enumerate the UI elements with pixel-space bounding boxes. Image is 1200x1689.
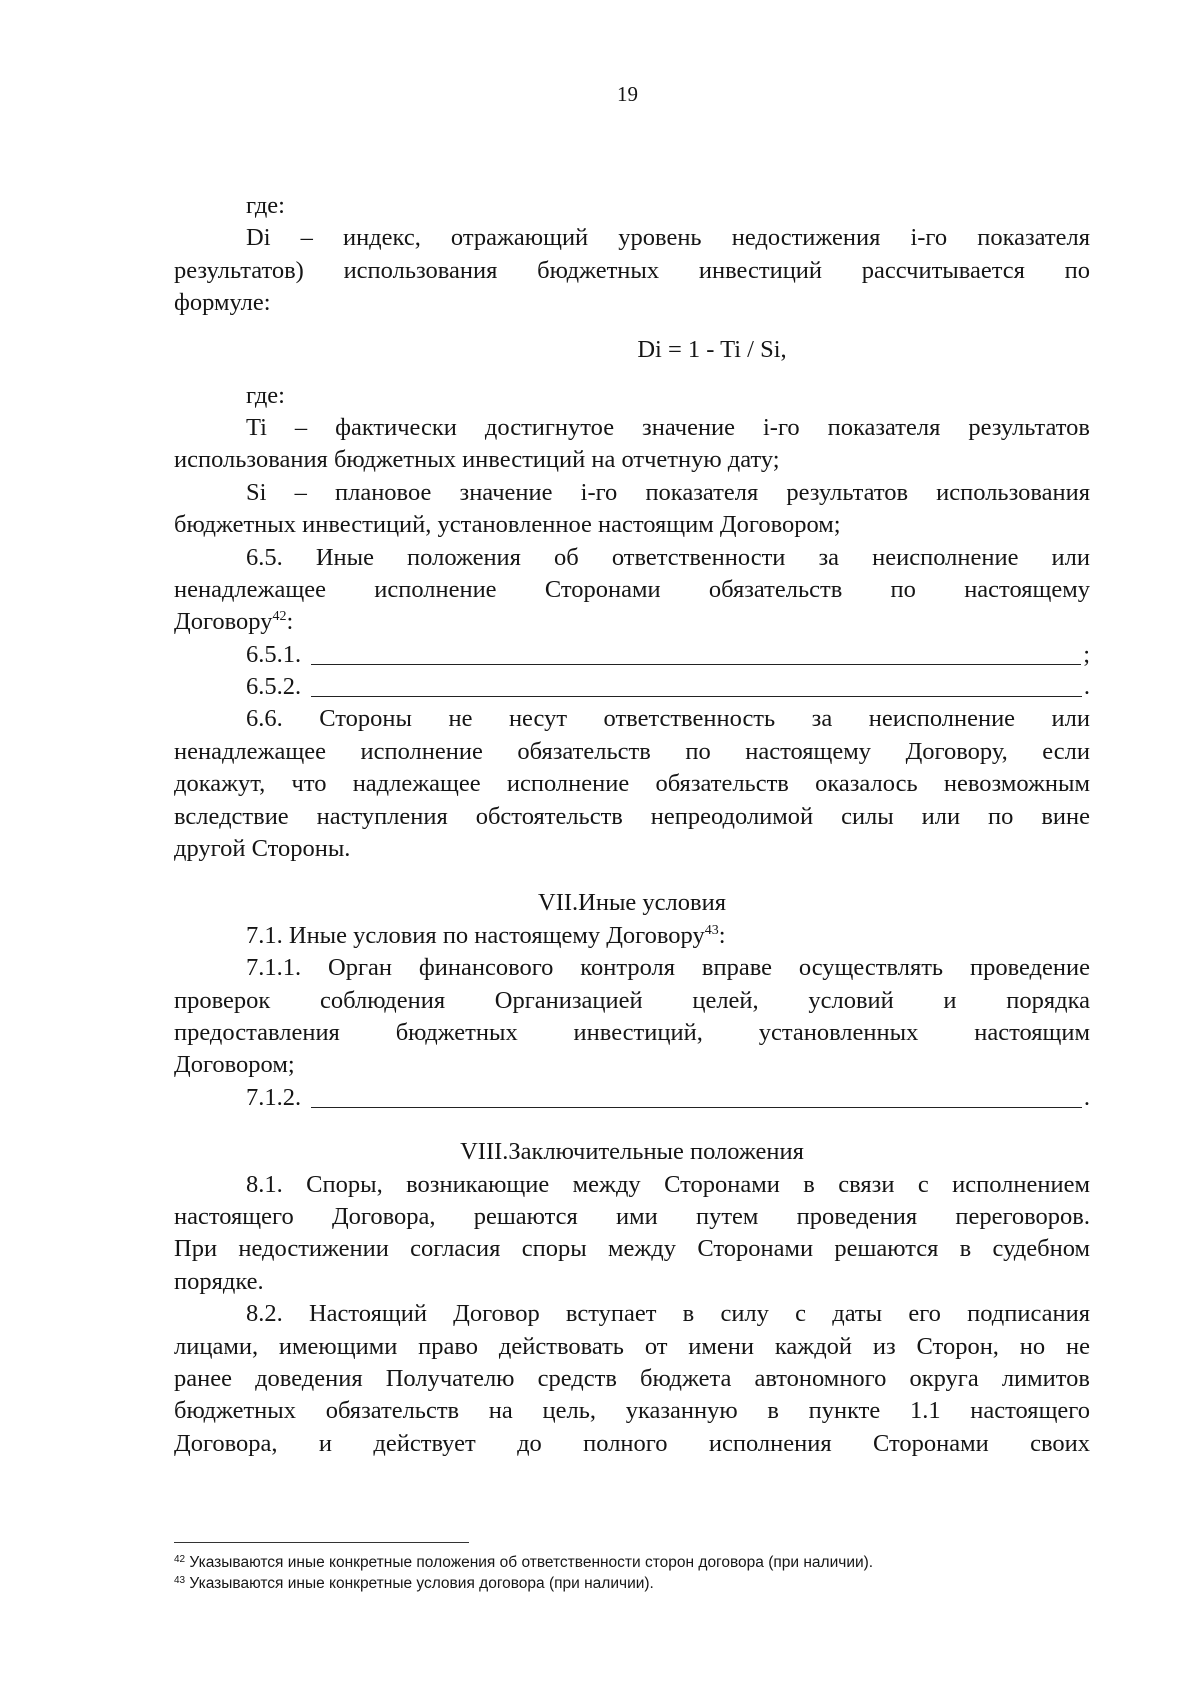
clause-7-1-1-line: Договором; xyxy=(174,1051,295,1079)
clause-6-6-line: 6.6. Стороны не несут ответственность за неисполнение или xyxy=(246,705,1090,733)
clause-6-6-line: докажут, что надлежащее исполнение обязательств оказалось невозможным xyxy=(174,770,1090,798)
where-label: где: xyxy=(246,381,285,409)
footnote-ref-42: 42 xyxy=(272,609,287,625)
clause-8-1-line: При недостижении согласия споры между Сторонами решаются в судебном xyxy=(174,1235,1090,1263)
clause-6-5-tail: : xyxy=(286,608,294,636)
ti-definition-line: Ti – фактически достигнутое значение i-го показателя результатов xyxy=(246,413,1090,441)
footnote-number: 42 xyxy=(174,1554,186,1565)
section-8-title: VIII.Заключительные положения xyxy=(460,1138,804,1166)
footnote-42 xyxy=(174,1552,1090,1573)
clause-8-2-line: лицами, имеющими право действовать от имени каждой из Сторон, но не xyxy=(174,1332,1090,1360)
footnote-text: Указываются иные конкретные положения об ответственности сторон договора (при наличии). xyxy=(185,1554,874,1571)
clause-6-5-text: Договору xyxy=(174,608,273,636)
where-label: где: xyxy=(246,192,285,219)
clause-7-1 xyxy=(174,920,1090,952)
clause-number: 6.5.2. xyxy=(246,673,302,701)
section-7-title: VII.Иные условия xyxy=(538,889,726,917)
di-definition-line: Di – индекс, отражающий уровень недостижения i-го показателя xyxy=(246,224,1090,252)
clause-6-5-line: 6.5. Иные положения об ответственности за неисполнение или xyxy=(246,543,1090,571)
clause-7-1-1-line: проверок соблюдения Организацией целей, условий и порядка xyxy=(174,986,1090,1014)
clause-6-5-2 xyxy=(174,671,1090,703)
footnote-43 xyxy=(174,1573,1090,1594)
body-text xyxy=(174,190,1090,1460)
fill-in-blank-line xyxy=(311,674,1082,697)
clause-number: 7.1.2. xyxy=(246,1083,302,1111)
footnote-ref-43: 43 xyxy=(704,922,719,938)
formula: Di = 1 - Ti / Si, xyxy=(637,335,787,363)
clause-6-5-1 xyxy=(174,639,1090,671)
clause-8-2-line: бюджетных обязательств на цель, указанную в пункте 1.1 настоящего xyxy=(174,1397,1090,1425)
page-number: 19 xyxy=(617,82,638,106)
clause-6-6-line: другой Стороны. xyxy=(174,835,351,863)
footnote-text: Указываются иные конкретные условия договора (при наличии). xyxy=(185,1575,654,1592)
di-definition-line: результатов) использования бюджетных инвестиций рассчитывается по xyxy=(174,256,1090,284)
clause-7-1-2 xyxy=(174,1082,1090,1114)
si-definition-line: Si – плановое значение i-го показателя результатов использования xyxy=(246,478,1090,506)
clause-8-2-line: ранее доведения Получателю средств бюджета автономного округа лимитов xyxy=(174,1364,1090,1392)
footnote-number: 43 xyxy=(174,1575,186,1586)
di-definition-line: формуле: xyxy=(174,289,271,317)
clause-8-1-line: 8.1. Споры, возникающие между Сторонами в связи с исполнением xyxy=(246,1170,1090,1198)
footnotes xyxy=(174,1552,1090,1594)
clause-number: 6.5.1. xyxy=(246,640,302,668)
ti-definition-line: использования бюджетных инвестиций на отчетную дату; xyxy=(174,446,780,474)
fill-in-blank-line xyxy=(311,1085,1082,1108)
clause-8-1-line: порядке. xyxy=(174,1267,264,1295)
clause-tail: . xyxy=(1083,673,1090,701)
clause-tail: ; xyxy=(1083,640,1090,668)
clause-6-5-last-line xyxy=(174,606,1090,638)
clause-6-5-line: ненадлежащее исполнение Сторонами обязательств по настоящему xyxy=(174,575,1090,603)
clause-7-1-1-line: 7.1.1. Орган финансового контроля вправе осуществлять проведение xyxy=(246,954,1090,982)
clause-7-1-text: 7.1. Иные условия по настоящему Договору xyxy=(246,921,705,949)
clause-6-6-line: ненадлежащее исполнение обязательств по настоящему Договору, если xyxy=(174,737,1090,765)
clause-tail: . xyxy=(1083,1083,1090,1111)
clause-8-2-line: 8.2. Настоящий Договор вступает в силу с даты его подписания xyxy=(246,1300,1090,1328)
clause-8-2-line: Договора, и действует до полного исполнения Сторонами своих xyxy=(174,1429,1090,1457)
clause-6-6-line: вследствие наступления обстоятельств непреодолимой силы или по вине xyxy=(174,802,1090,830)
footnote-separator xyxy=(174,1542,469,1543)
clause-8-1-line: настоящего Договора, решаются ими путем проведения переговоров. xyxy=(174,1202,1090,1230)
clause-7-1-1-line: предоставления бюджетных инвестиций, установленных настоящим xyxy=(174,1018,1090,1046)
clause-7-1-tail: : xyxy=(718,921,726,949)
si-definition-line: бюджетных инвестиций, установленное настоящим Договором; xyxy=(174,511,841,539)
fill-in-blank-line xyxy=(311,642,1081,665)
